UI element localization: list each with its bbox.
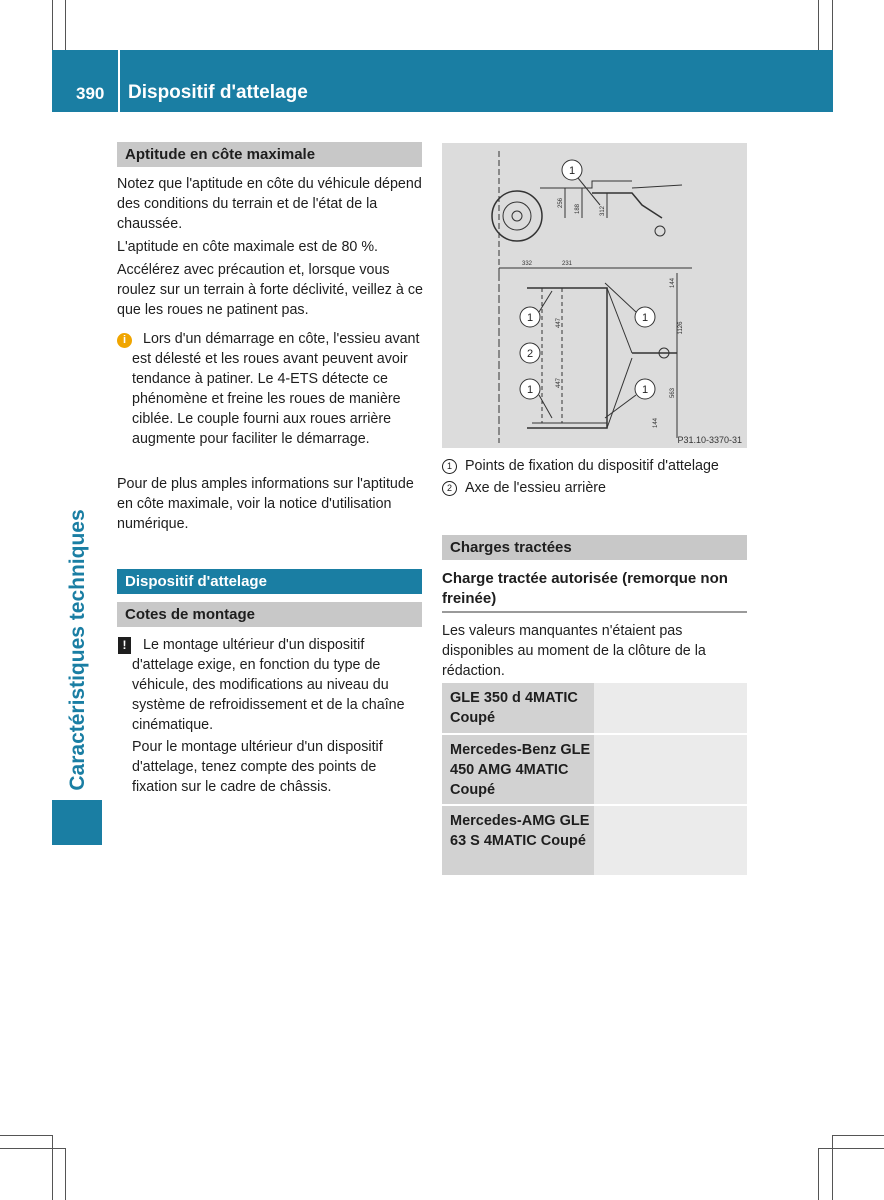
hitch-profile xyxy=(540,181,632,188)
crop-mark xyxy=(0,1148,65,1149)
paragraph xyxy=(117,174,423,320)
wheel-center xyxy=(512,211,522,221)
table-cell-value xyxy=(594,683,747,733)
crop-mark xyxy=(832,0,833,50)
dimension-label: 447 xyxy=(556,317,562,329)
paragraph-text: Pour de plus amples informations sur l'aptitude en côte maximale, voir la notice d'utilisation numérique. xyxy=(117,476,414,532)
crop-mark xyxy=(818,1148,884,1149)
wheel-hub xyxy=(503,202,531,230)
legend-number: 2 xyxy=(442,481,457,496)
crop-mark xyxy=(832,1135,833,1200)
paragraph-text: Pour le montage ultérieur d'un dispositif d'attelage, tenez compte des points de fixation sur le cadre de châssis. xyxy=(132,739,383,795)
subheading: Charge tractée autorisée (remorque non freinée) xyxy=(442,570,728,607)
table-row xyxy=(442,735,747,804)
callout-leader xyxy=(605,283,636,312)
paragraph-text: Les valeurs manquantes n'étaient pas disponibles au moment de la clôture de la rédaction. xyxy=(442,623,706,679)
dimension-label: 312 xyxy=(600,205,606,217)
section-heading-cotes: Cotes de montage xyxy=(117,602,422,627)
section-heading-dispositif: Dispositif d'attelage xyxy=(117,569,422,594)
callout-label: 1 xyxy=(568,165,576,177)
section-heading-aptitude: Aptitude en côte maximale xyxy=(117,142,422,167)
table-cell-model: GLE 350 d 4MATIC Coupé xyxy=(442,683,594,733)
dimension-label: 188 xyxy=(575,203,581,215)
dimension-label: 563 xyxy=(670,387,676,399)
dimension-label: 231 xyxy=(561,261,573,267)
table-cell-value xyxy=(594,735,747,804)
hitch-bar xyxy=(632,185,682,188)
dimension-label: 1126 xyxy=(678,321,684,335)
header-divider xyxy=(118,50,120,112)
page-number: 390 xyxy=(76,84,105,103)
crop-mark xyxy=(832,1135,884,1136)
page-title: Dispositif d'attelage xyxy=(128,82,308,103)
legend-item xyxy=(442,456,752,476)
legend-item xyxy=(442,478,752,498)
crop-mark xyxy=(52,1135,53,1200)
callout-label: 1 xyxy=(641,384,649,396)
brace xyxy=(607,288,632,353)
brace xyxy=(607,358,632,428)
dimension-label: 256 xyxy=(558,197,564,209)
crop-mark xyxy=(52,0,53,50)
dimension-label: 144 xyxy=(653,417,659,429)
callout-label: 1 xyxy=(526,384,534,396)
diagram-svg xyxy=(442,143,747,448)
dimension-label: 332 xyxy=(521,261,533,267)
divider xyxy=(442,611,747,613)
mounting-dimensions-diagram xyxy=(442,143,747,448)
warning-note: Le montage ultérieur d'un dispositif d'attelage exige, en fonction du type de véhicule, des modifications au niveau du système de refroidissement et de la chaîne cinématique. xyxy=(132,637,405,733)
legend-number: 1 xyxy=(442,459,457,474)
paragraph-text: L'aptitude en côte maximale est de 80 %. xyxy=(117,239,379,255)
figure-legend xyxy=(442,456,752,498)
callout-label: 2 xyxy=(526,348,534,360)
figure-code: P31.10-3370-31 xyxy=(677,435,742,445)
table-row xyxy=(442,683,747,733)
table-cell-model: Mercedes-Benz GLE 450 AMG 4MATIC Coupé xyxy=(442,735,594,804)
table-cell-value xyxy=(594,806,747,875)
table-row xyxy=(442,806,747,875)
crop-mark xyxy=(818,1148,819,1200)
callout-label: 1 xyxy=(641,312,649,324)
callout-leader xyxy=(605,395,636,418)
crop-mark xyxy=(65,0,66,50)
legend-text: Points de fixation du dispositif d'attelage xyxy=(465,458,719,474)
crop-mark xyxy=(818,0,819,50)
callout-leader xyxy=(539,395,552,418)
tow-ball xyxy=(655,226,665,236)
section-heading-charges: Charges tractées xyxy=(442,535,747,560)
paragraph-text: Accélérez avec précaution et, lorsque vous roulez sur un terrain à forte déclivité, veillez à ce que les roues ne patinent pas. xyxy=(117,262,423,318)
paragraph-text: Notez que l'aptitude en côte du véhicule dépend des conditions du terrain et de l'état de la chaussée. xyxy=(117,176,422,232)
table-cell-model: Mercedes-AMG GLE 63 S 4MATIC Coupé xyxy=(442,806,594,875)
crop-mark xyxy=(0,1135,52,1136)
dimension-label: 144 xyxy=(670,277,676,289)
warning-icon: ! xyxy=(118,637,131,654)
chapter-tab-marker xyxy=(52,800,102,845)
callout-leader xyxy=(539,291,552,312)
callout-label: 1 xyxy=(526,312,534,324)
info-icon: i xyxy=(117,333,132,348)
legend-text: Axe de l'essieu arrière xyxy=(465,480,607,496)
crop-mark xyxy=(65,1148,66,1200)
callout-leader xyxy=(578,178,600,205)
dimension-label: 447 xyxy=(556,377,562,389)
chapter-title: Caractéristiques techniques xyxy=(66,509,89,791)
info-note: Lors d'un démarrage en côte, l'essieu avant est délesté et les roues avant peuvent avoir tendance à patiner. Le 4-ETS détecte ce phénomène et freine les roues de manière ciblée. Le couple fourni aux roues arrière augmente pour faciliter le démarrage. xyxy=(132,331,420,447)
